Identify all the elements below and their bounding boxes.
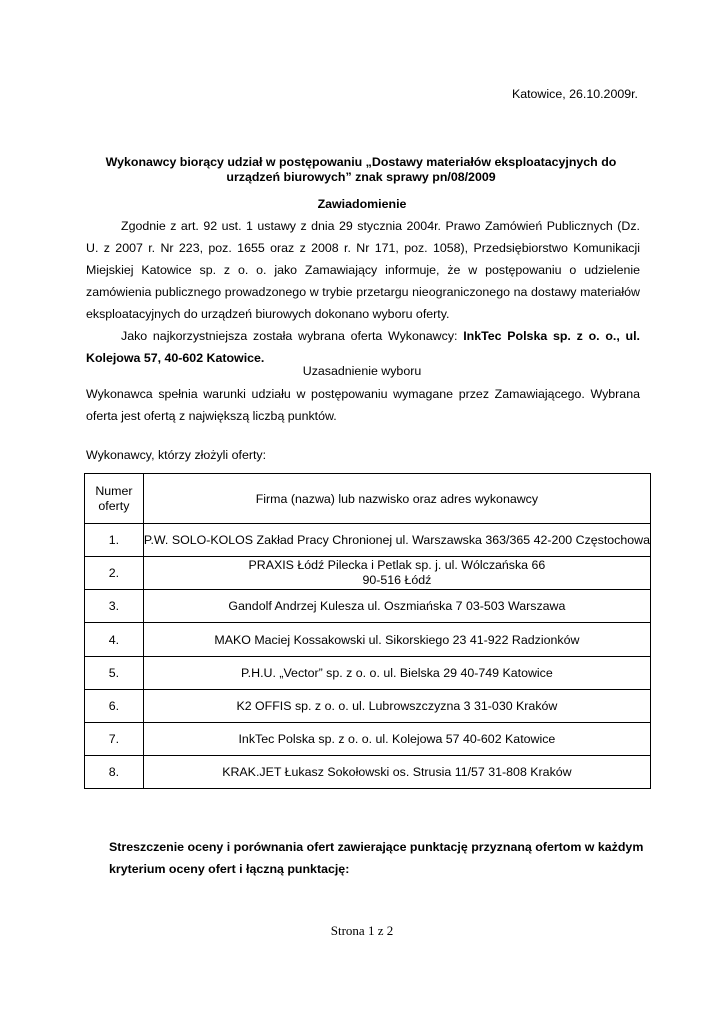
paragraph-selected-offer: [86, 325, 640, 369]
offer-number: 2.: [85, 557, 144, 590]
table-row: [85, 524, 651, 557]
table-row: [85, 590, 651, 623]
offer-firm: P.W. SOLO-KOLOS Zakład Pracy Chronionej ul. Warszawska 363/365 42-200 Częstochowa: [143, 524, 650, 557]
table-row: [85, 557, 651, 590]
table-row: [85, 756, 651, 789]
table-row: [85, 657, 651, 690]
selected-offer-contractor: InkTec Polska sp. z o. o., ul. Kolejowa 57, 40-602 Katowice.: [86, 329, 640, 365]
table-row: [85, 690, 651, 723]
title-line-2: urządzeń biurowych” znak sprawy pn/08/2009: [226, 170, 496, 184]
table-row: [85, 623, 651, 657]
document-date: Katowice, 26.10.2009r.: [511, 87, 638, 101]
notice-heading: Zawiadomienie: [317, 197, 407, 211]
table-header-row: [85, 474, 651, 524]
offer-firm: PRAXIS Łódź Pilecka i Petlak sp. j. ul. Wólczańska 66 90-516 Łódź: [143, 557, 650, 590]
title-line-1: Wykonawcy biorący udział w postępowaniu „Dostawy materiałów eksploatacyjnych do: [105, 155, 617, 169]
offer-number: 3.: [85, 590, 144, 623]
table-row: [85, 723, 651, 756]
offer-number: 5.: [85, 657, 144, 690]
offer-firm: Gandolf Andrzej Kulesza ul. Oszmiańska 7 03-503 Warszawa: [143, 590, 650, 623]
header-offer-number: Numer oferty: [85, 474, 144, 524]
offer-firm: K2 OFFIS sp. z o. o. ul. Lubrowszczyzna 3 31-030 Kraków: [143, 690, 650, 723]
offer-number: 8.: [85, 756, 144, 789]
offers-label: Wykonawcy, którzy złożyli oferty:: [86, 448, 267, 462]
document-title: [96, 155, 626, 185]
offer-number: 6.: [85, 690, 144, 723]
paragraph-legal-basis: Zgodnie z art. 92 ust. 1 ustawy z dnia 29 stycznia 2004r. Prawo Zamówień Publicznych (Dz. U. z 2007 r. Nr 223, poz. 1655 oraz z 2008 r. Nr 171, poz. 1058), Przedsiębiorstwo Komunikacji Miejskiej Katowice sp. z o. o. jako Zamawiający informuje, że w postępowaniu o udzielenie zamówienia publicznego prowadzonego w trybie przetargu nieograniczonego na dostawy materiałów eksploatacyjnych do urządzeń biurowych dokonano wyboru oferty.: [86, 219, 640, 321]
summary-heading: Streszczenie oceny i porównania ofert zawierające punktację przyznaną ofertom w każdym kryterium oceny ofert i łączną punktację:: [109, 840, 644, 876]
offer-number: 4.: [85, 623, 144, 657]
justification-heading: Uzasadnienie wyboru: [302, 364, 422, 378]
paragraph-justification: Wykonawca spełnia warunki udziału w postępowaniu wymagane przez Zamawiającego. Wybrana oferta jest ofertą z największą liczbą punktów.: [86, 387, 640, 423]
offer-number: 7.: [85, 723, 144, 756]
offer-firm: InkTec Polska sp. z o. o. ul. Kolejowa 57 40-602 Katowice: [143, 723, 650, 756]
header-firm: Firma (nazwa) lub nazwisko oraz adres wykonawcy: [143, 474, 650, 524]
offer-firm: P.H.U. „Vector” sp. z o. o. ul. Bielska 29 40-749 Katowice: [143, 657, 650, 690]
page-footer: Strona 1 z 2: [330, 923, 394, 938]
offer-number: 1.: [85, 524, 144, 557]
offer-firm: KRAK.JET Łukasz Sokołowski os. Strusia 11/57 31-808 Kraków: [143, 756, 650, 789]
offer-firm: MAKO Maciej Kossakowski ul. Sikorskiego 23 41-922 Radzionków: [143, 623, 650, 657]
offers-table: [84, 473, 651, 789]
selected-offer-intro: Jako najkorzystniejsza została wybrana oferta Wykonawcy:: [121, 329, 464, 343]
